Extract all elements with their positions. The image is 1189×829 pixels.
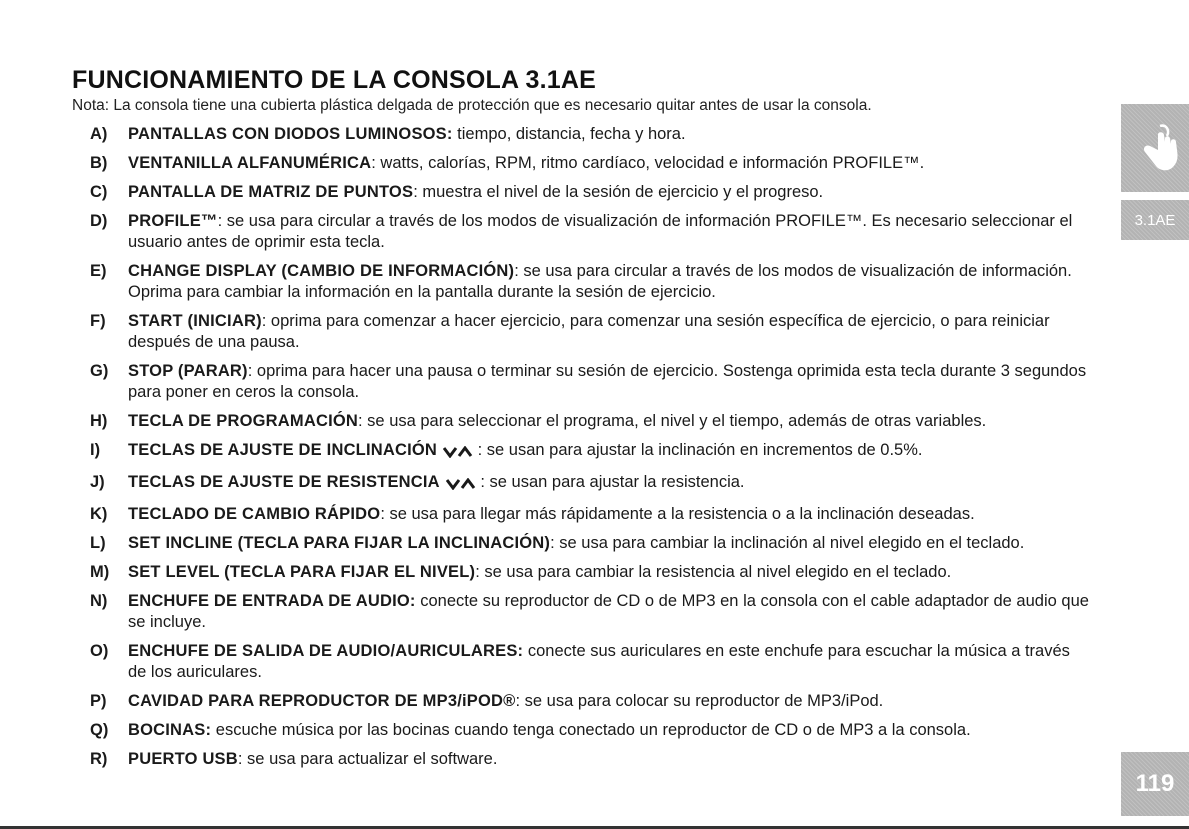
item-label: ENCHUFE DE ENTRADA DE AUDIO: [128, 592, 416, 610]
list-item [90, 440, 1090, 464]
list-item [90, 720, 1090, 741]
list-item [90, 533, 1090, 554]
item-label: STOP (PARAR) [128, 362, 248, 380]
item-letter: N) [90, 592, 108, 610]
page-number: 119 [1121, 752, 1189, 816]
item-text: : watts, calorías, RPM, ritmo cardíaco, velocidad e información PROFILE™. [371, 154, 925, 172]
list-item [90, 311, 1090, 353]
hand-press-icon [1121, 104, 1189, 192]
item-letter: G) [90, 362, 109, 380]
item-letter: A) [90, 125, 108, 143]
item-label: CAVIDAD PARA REPRODUCTOR DE MP3/iPOD® [128, 692, 516, 710]
item-text: : se usa para circular a través de los modos de visualización de información PROFILE™. Es necesario seleccionar el usuario antes de oprimir esta tecla. [128, 212, 1073, 251]
item-label: PANTALLAS CON DIODOS LUMINOSOS: [128, 125, 453, 143]
down-up-arrows-icon [443, 443, 473, 464]
item-label: ENCHUFE DE SALIDA DE AUDIO/AURICULARES: [128, 642, 524, 660]
item-letter: H) [90, 412, 108, 430]
item-body [128, 691, 1090, 712]
item-body [128, 562, 1090, 583]
list-item [90, 411, 1090, 432]
item-letter: B) [90, 154, 108, 172]
item-body [128, 533, 1090, 554]
item-body [128, 504, 1090, 525]
item-text: : se usan para ajustar la inclinación en incrementos de 0.5%. [473, 441, 923, 459]
item-letter: E) [90, 262, 107, 280]
list-item [90, 504, 1090, 525]
item-letter: C) [90, 183, 108, 201]
list-item [90, 261, 1090, 303]
item-text: : oprima para comenzar a hacer ejercicio, para comenzar una sesión específica de ejercicio, o para reiniciar después de una pausa. [128, 312, 1050, 351]
item-label: CHANGE DISPLAY (CAMBIO DE INFORMACIÓN) [128, 262, 515, 280]
section-tab: 3.1AE [1121, 200, 1189, 240]
item-body [128, 591, 1090, 633]
list-item [90, 124, 1090, 145]
item-label: TECLADO DE CAMBIO RÁPIDO [128, 505, 381, 523]
item-text: : se usa para cambiar la inclinación al nivel elegido en el teclado. [550, 534, 1025, 552]
page-title: FUNCIONAMIENTO DE LA CONSOLA 3.1AE [72, 66, 596, 94]
list-item [90, 182, 1090, 203]
item-text: : muestra el nivel de la sesión de ejercicio y el progreso. [413, 183, 824, 201]
item-text: : se usa para seleccionar el programa, el nivel y el tiempo, además de otras variables. [358, 412, 987, 430]
item-body [128, 720, 1090, 741]
item-text: escuche música por las bocinas cuando tenga conectado un reproductor de CD o de MP3 a la consola. [211, 721, 971, 739]
item-label: PUERTO USB [128, 750, 238, 768]
item-body [128, 211, 1090, 253]
item-text: conecte su reproductor de CD o de MP3 en la consola con el cable adaptador de audio que se incluye. [128, 592, 1089, 631]
item-body [128, 182, 1090, 203]
item-list [90, 124, 1090, 778]
item-letter: K) [90, 505, 108, 523]
item-label: BOCINAS: [128, 721, 212, 739]
item-body [128, 261, 1090, 303]
item-body [128, 153, 1090, 174]
item-letter: R) [90, 750, 108, 768]
item-text: : se usa para cambiar la resistencia al nivel elegido en el teclado. [475, 563, 952, 581]
item-letter: D) [90, 212, 108, 230]
item-label: TECLAS DE AJUSTE DE RESISTENCIA [128, 473, 440, 491]
item-text: tiempo, distancia, fecha y hora. [452, 125, 686, 143]
list-item [90, 562, 1090, 583]
item-body [128, 440, 1090, 464]
item-letter: L) [90, 534, 106, 552]
item-text: : se usa para circular a través de los modos de visualización de información. Oprima para cambiar la información en la pantalla durante la sesión de ejercicio. [128, 262, 1072, 301]
list-item [90, 153, 1090, 174]
item-body [128, 311, 1090, 353]
item-letter: M) [90, 563, 110, 581]
item-letter: J) [90, 473, 105, 491]
item-letter: P) [90, 692, 107, 710]
list-item [90, 211, 1090, 253]
item-letter: Q) [90, 721, 109, 739]
item-text: conecte sus auriculares en este enchufe para escuchar la música a través de los auriculares. [128, 642, 1070, 681]
item-text: : se usa para colocar su reproductor de MP3/iPod. [515, 692, 884, 710]
item-text: : oprima para hacer una pausa o terminar su sesión de ejercicio. Sostenga oprimida esta tecla durante 3 segundos para poner en ceros la consola. [128, 362, 1087, 401]
list-item [90, 749, 1090, 770]
list-item [90, 591, 1090, 633]
item-label: TECLAS DE AJUSTE DE INCLINACIÓN [128, 441, 438, 459]
item-label: PROFILE™ [128, 212, 218, 230]
down-up-arrows-icon [446, 475, 476, 496]
note-text: Nota: La consola tiene una cubierta plástica delgada de protección que es necesario quitar antes de usar la consola. [72, 97, 872, 114]
item-label: SET LEVEL (TECLA PARA FIJAR EL NIVEL) [128, 563, 476, 581]
item-letter: F) [90, 312, 106, 330]
item-label: SET INCLINE (TECLA PARA FIJAR LA INCLINACIÓN) [128, 534, 551, 552]
list-item [90, 361, 1090, 403]
item-letter: I) [90, 441, 101, 459]
item-body [128, 361, 1090, 403]
item-label: PANTALLA DE MATRIZ DE PUNTOS [128, 183, 414, 201]
item-text: : se usa para actualizar el software. [237, 750, 498, 768]
item-body [128, 749, 1090, 770]
item-body [128, 411, 1090, 432]
item-body [128, 472, 1090, 496]
item-text: : se usan para ajustar la resistencia. [475, 473, 745, 491]
list-item [90, 472, 1090, 496]
list-item [90, 641, 1090, 683]
item-label: START (INICIAR) [128, 312, 262, 330]
item-body [128, 641, 1090, 683]
item-body [128, 124, 1090, 145]
list-item [90, 691, 1090, 712]
item-label: TECLA DE PROGRAMACIÓN [128, 412, 359, 430]
item-letter: O) [90, 642, 109, 660]
item-label: VENTANILLA ALFANUMÉRICA [128, 154, 372, 172]
item-text: : se usa para llegar más rápidamente a la resistencia o a la inclinación deseadas. [380, 505, 975, 523]
